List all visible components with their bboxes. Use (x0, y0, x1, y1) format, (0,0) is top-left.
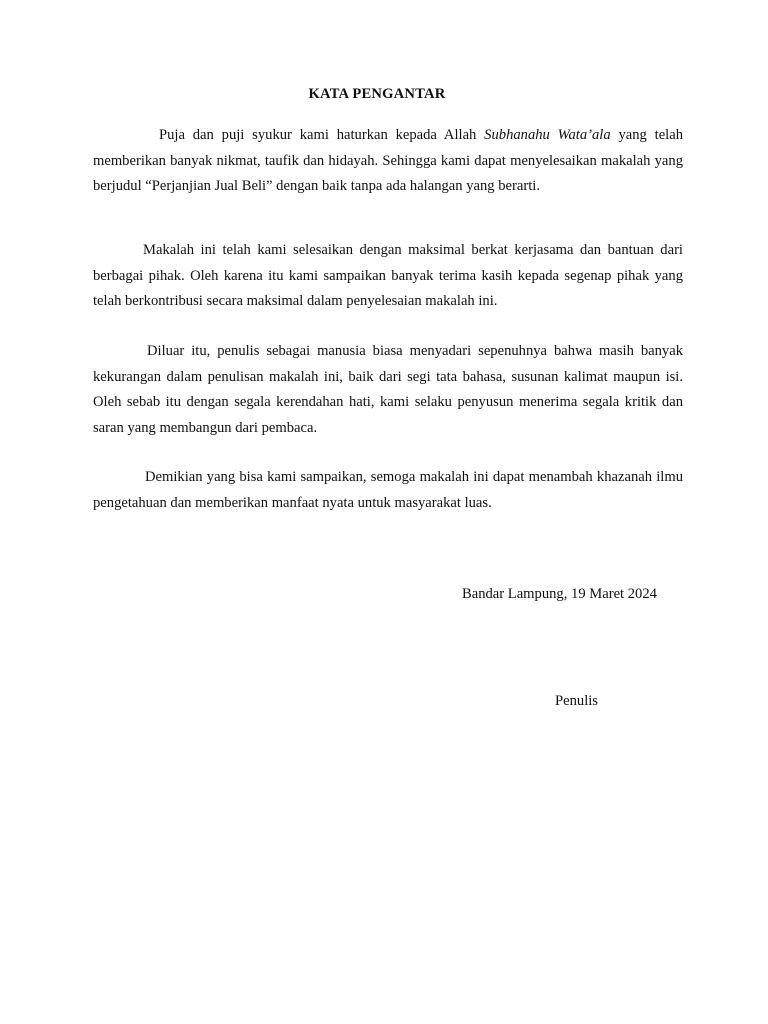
page-title: KATA PENGANTAR (308, 86, 446, 102)
paragraph-opening (93, 123, 683, 200)
place-and-date: Bandar Lampung, 19 Maret 2024 (462, 586, 657, 602)
paragraph-opening-italic: Subhanahu Wata’ala (484, 127, 611, 143)
paragraph-limitations: Diluar itu, penulis sebagai manusia biasa menyadari sepenuhnya bahwa masih banyak kekurangan dalam penulisan makalah ini, baik dari segi tata bahasa, susunan kalimat maupun isi. Oleh sebab itu dengan segala kerendahan hati, kami selaku penyusun menerima segala kritik dan saran yang membangun dari pembaca. (93, 343, 683, 436)
author-signature: Penulis (555, 693, 598, 709)
paragraph-closing: Demikian yang bisa kami sampaikan, semoga makalah ini dapat menambah khazanah ilmu pengetahuan dan memberikan manfaat nyata untuk masyarakat luas. (93, 469, 683, 511)
paragraph-opening-end: yang telah memberikan banyak nikmat, taufik dan hidayah. Sehingga kami dapat menyelesaikan makalah yang berjudul “Perjanjian Jual Beli” dengan baik tanpa ada halangan yang berarti. (93, 127, 684, 194)
paragraph-acknowledgement: Makalah ini telah kami selesaikan dengan maksimal berkat kerjasama dan bantuan dari berbagai pihak. Oleh karena itu kami sampaikan banyak terima kasih kepada segenap pihak yang telah berkontribusi secara maksimal dalam penyelesaian makalah ini. (93, 242, 683, 309)
paragraph-opening-start: Puja dan puji syukur kami haturkan kepada Allah (159, 127, 485, 143)
